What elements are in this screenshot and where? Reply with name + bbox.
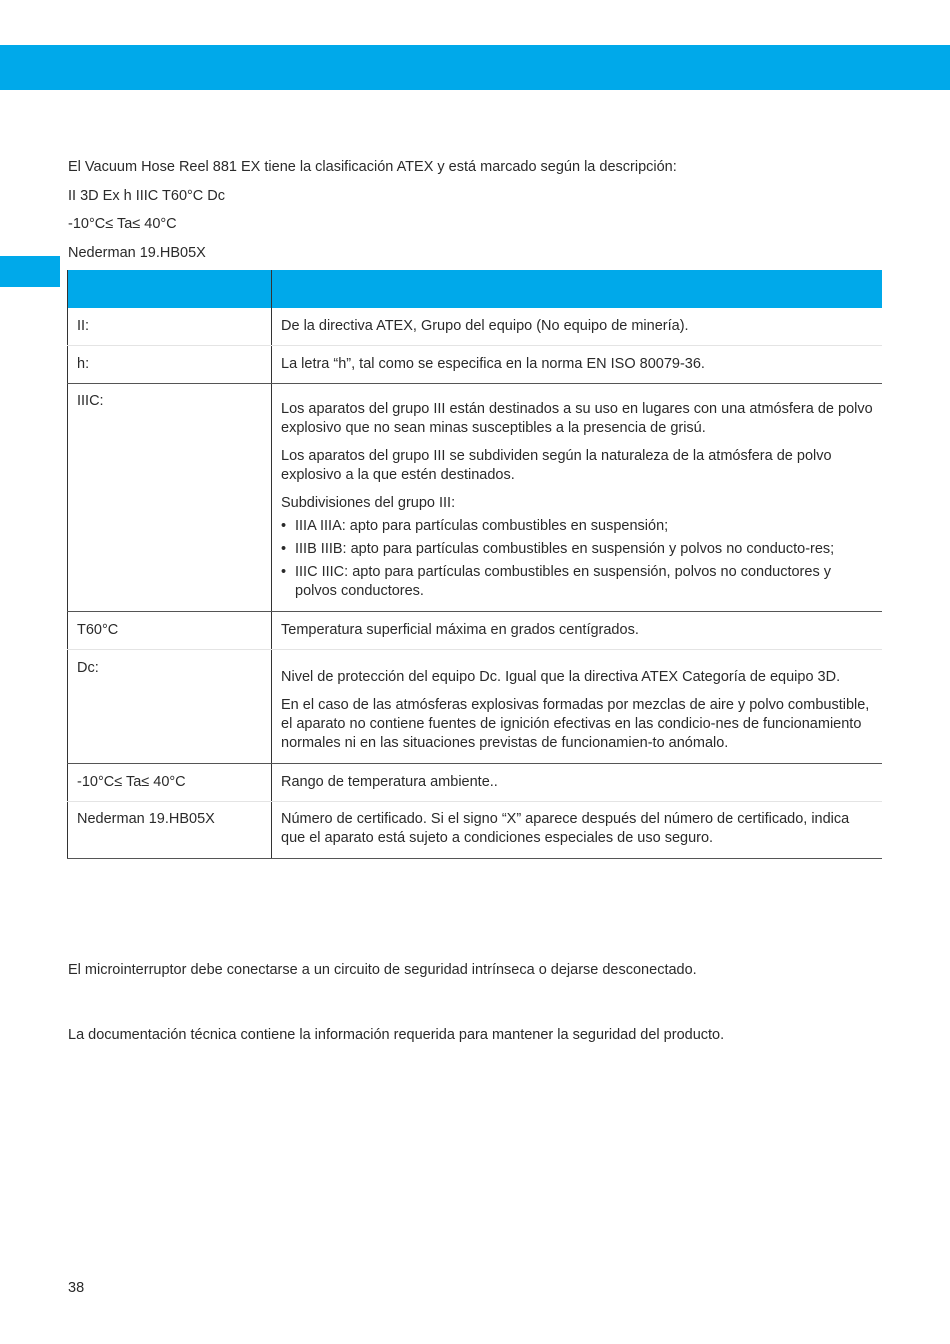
table-header-cell-description: [272, 269, 883, 308]
table-cell-code: -10°C≤ Ta≤ 40°C: [68, 764, 272, 802]
table-cell-code: Nederman 19.HB05X: [68, 802, 272, 859]
table-cell-code: II:: [68, 308, 272, 346]
group-iii-subdivisions-heading: Subdivisiones del grupo III:: [281, 495, 456, 511]
table-cell-description: La letra “h”, tal como se especifica en la norma EN ISO 80079-36.: [272, 346, 883, 384]
table-row: [68, 384, 883, 612]
table-cell-code: IIIC:: [68, 384, 272, 612]
table-row: [68, 612, 883, 650]
header-bar: [0, 45, 950, 90]
group-iii-subdivision-list: [281, 517, 874, 601]
table-cell-code: h:: [68, 346, 272, 384]
intro-marking-code: II 3D Ex h IIIC T60°C Dc: [68, 187, 226, 204]
intro-certificate-number: Nederman 19.HB05X: [68, 244, 206, 261]
page-number: 38: [68, 1280, 85, 1296]
group-iii-subdivision-text: Los aparatos del grupo III se subdividen según la naturaleza de la atmósfera de polvo explosivo a la que estén destinados.: [281, 448, 832, 483]
table-cell-code: Dc:: [68, 650, 272, 764]
table-cell-description: Número de certificado. Si el signo “X” aparece después del número de certificado, indica que el aparato está sujeto a condiciones especiales de uso seguro.: [272, 802, 883, 859]
table-cell-description: De la directiva ATEX, Grupo del equipo (No equipo de minería).: [272, 308, 883, 346]
table-cell-code: T60°C: [68, 612, 272, 650]
explosive-atmosphere-text: En el caso de las atmósferas explosivas formadas por mezclas de aire y polvo combustible, el aparato no contiene fuentes de ignición efectivas en las condicio-nes de funcionamiento normales ni en las situaciones previstas de funcionamien-to anómalo.: [281, 697, 870, 751]
microswitch-note: El microinterruptor debe conectarse a un circuito de seguridad intrínseca o dejarse desconectado.: [68, 962, 697, 978]
table-cell-description: [272, 650, 883, 764]
list-item: • IIIB IIIB: apto para partículas combustibles en suspensión y polvos no conducto-res;: [281, 540, 874, 559]
chapter-tab-marker: [0, 256, 60, 287]
table-header-row: [68, 269, 883, 308]
protection-level-text: Nivel de protección del equipo Dc. Igual que la directiva ATEX Categoría de equipo 3D.: [281, 669, 841, 685]
intro-classification-text: El Vacuum Hose Reel 881 EX tiene la clasificación ATEX y está marcado según la descripción:: [68, 159, 677, 175]
documentation-note: La documentación técnica contiene la información requerida para mantener la seguridad del producto.: [68, 1027, 725, 1043]
table-cell-description: [272, 384, 883, 612]
table-cell-description: Temperatura superficial máxima en grados centígrados.: [272, 612, 883, 650]
intro-section: [68, 158, 888, 272]
list-item: • IIIA IIIA: apto para partículas combustibles en suspensión;: [281, 517, 874, 536]
table-cell-description: Rango de temperatura ambiente..: [272, 764, 883, 802]
table-row: [68, 308, 883, 346]
group-iii-description: Los aparatos del grupo III están destinados a su uso en lugares con una atmósfera de polvo explosivo que no sean minas susceptibles a la presencia de grisú.: [281, 401, 873, 436]
list-item: • IIIC IIIC: apto para partículas combustibles en suspensión, polvos no conductores y polvos conductores.: [281, 563, 874, 601]
atex-marking-table: [67, 268, 882, 859]
intro-temperature-range: -10°C≤ Ta≤ 40°C: [68, 216, 177, 232]
table-row: [68, 802, 883, 859]
table-header-cell-code: [68, 269, 272, 308]
table-row: [68, 346, 883, 384]
table-row: [68, 650, 883, 764]
table-row: [68, 764, 883, 802]
